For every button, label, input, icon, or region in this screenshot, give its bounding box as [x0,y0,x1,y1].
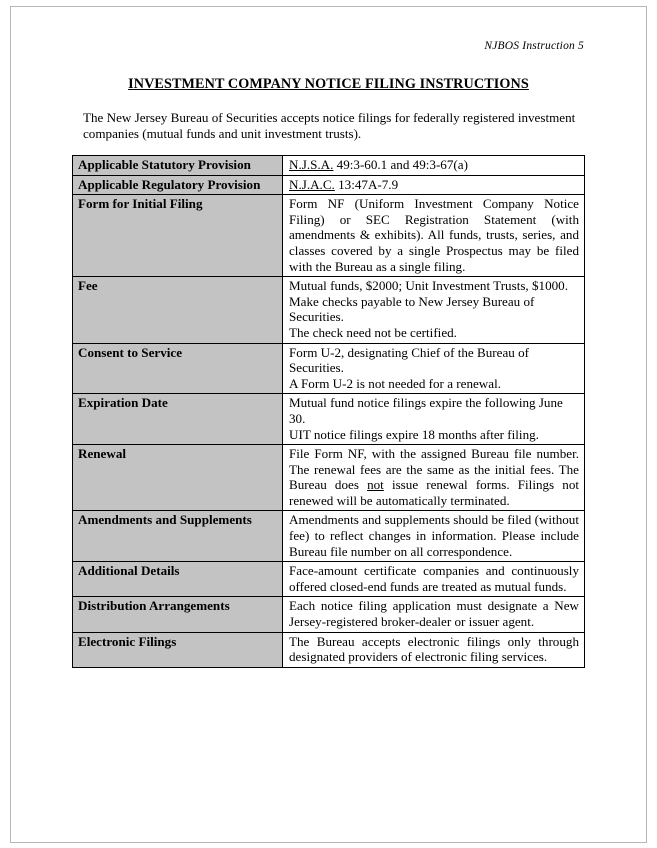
row-value: Each notice filing application must designate a New Jersey-registered broker-dealer or issuer agent. [283,597,585,632]
row-label: Distribution Arrangements [73,597,283,632]
row-value-line: Make checks payable to New Jersey Bureau of Securities. [289,293,535,325]
row-label: Fee [73,277,283,343]
row-value-text: File Form NF, with the assigned Bureau file number. The renewal fees are the same as the initial fees. The Bureau does [289,446,579,493]
row-label: Electronic Filings [73,632,283,667]
page-title-text: INVESTMENT COMPANY NOTICE FILING INSTRUCTIONS [128,76,529,92]
table-row [73,632,585,667]
row-value: The Bureau accepts electronic filings only through designated providers of electronic filing services. [283,632,585,667]
row-value-text: 13:47A-7.9 [334,176,399,192]
row-value [283,277,585,343]
table-row [73,195,585,277]
row-value: Form NF (Uniform Investment Company Notice Filing) or SEC Registration Statement (with amendments & exhibits). All funds, trusts, series, and classes covered by a single Prospectus may be filed with the Bureau as a single filing. [283,195,585,277]
row-value-line: Mutual funds, $2000; Unit Investment Trusts, $1000. [289,278,568,294]
row-label: Amendments and Supplements [73,511,283,562]
table-row [73,156,585,176]
row-value [283,175,585,195]
row-label: Applicable Regulatory Provision [73,175,283,195]
row-label: Renewal [73,445,283,511]
row-value [283,343,585,394]
row-value [283,156,585,176]
table-row [73,562,585,597]
row-value-line: Form U-2, designating Chief of the Bureau of Securities. [289,344,530,376]
row-value-line: A Form U-2 is not needed for a renewal. [289,375,501,391]
document-page [10,6,647,843]
row-label: Form for Initial Filing [73,195,283,277]
table-row [73,343,585,394]
table-row [73,445,585,511]
row-value-emphasis: not [367,477,384,493]
running-head: NJBOS Instruction 5 [484,40,584,52]
row-value: Amendments and supplements should be filed (without fee) to reflect changes in information. Please include Bureau file number on all correspondence. [283,511,585,562]
row-label: Expiration Date [73,394,283,445]
row-value-text: issue renewal forms. Filings not renewed will be automatically terminated. [289,477,580,508]
row-label: Applicable Statutory Provision [73,156,283,176]
page-title [11,76,646,93]
row-value-line: The check need not be certified. [289,324,457,340]
row-value-line: UIT notice filings expire 18 months after filing. [289,426,539,442]
regulation-citation: N.J.A.C. [289,176,335,192]
table-row [73,277,585,343]
table-row [73,175,585,195]
intro-paragraph: The New Jersey Bureau of Securities accepts notice filings for federally registered investment companies (mutual funds and unit investment trusts). [83,110,576,142]
row-value-text: 49:3-60.1 and 49:3-67(a) [333,157,468,172]
row-value: Face-amount certificate companies and continuously offered closed-end funds are treated as mutual funds. [283,562,585,597]
row-label: Additional Details [73,562,283,597]
table-row [73,511,585,562]
instructions-table [72,155,585,668]
table-body [73,156,585,668]
row-value-line: Mutual fund notice filings expire the following June 30. [289,395,563,426]
row-label: Consent to Service [73,343,283,394]
statute-citation: N.J.S.A. [289,157,334,172]
table-row [73,597,585,632]
table-row [73,394,585,445]
row-value [283,394,585,445]
row-value [283,445,585,511]
